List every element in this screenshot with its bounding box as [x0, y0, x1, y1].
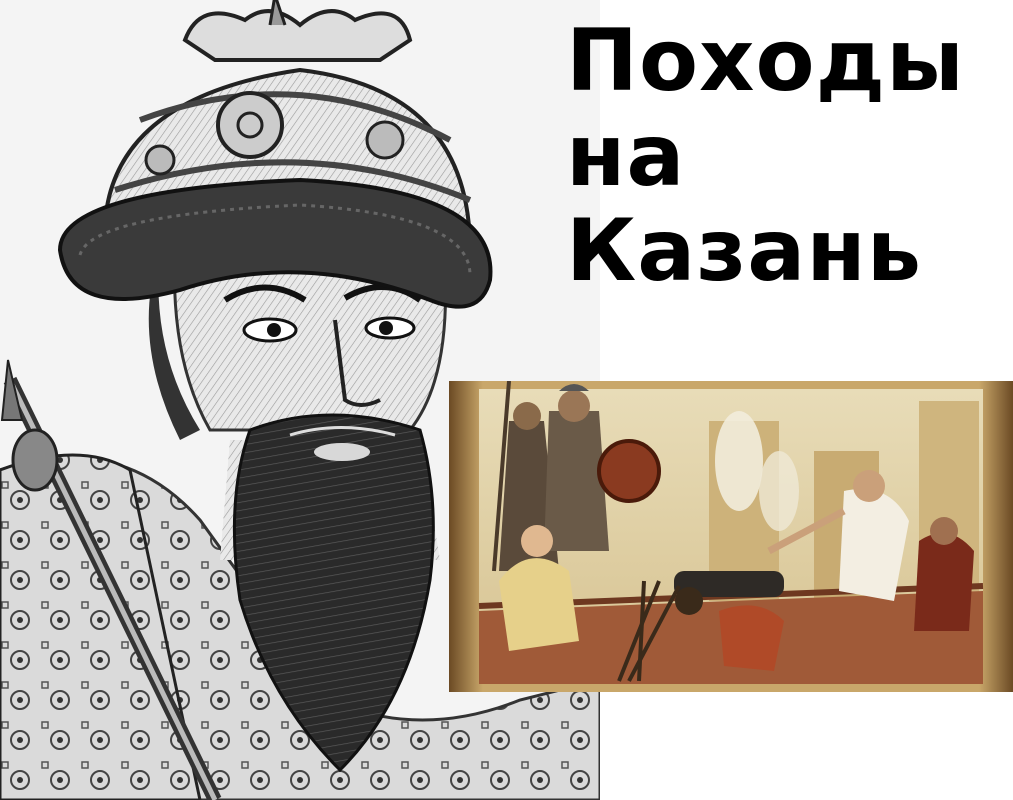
page-title	[566, 11, 1006, 301]
title-line-1: Походы	[566, 11, 965, 111]
title-line-3: Казань	[566, 201, 923, 301]
title-line-2: на	[566, 106, 686, 206]
siege-painting	[449, 381, 1013, 692]
